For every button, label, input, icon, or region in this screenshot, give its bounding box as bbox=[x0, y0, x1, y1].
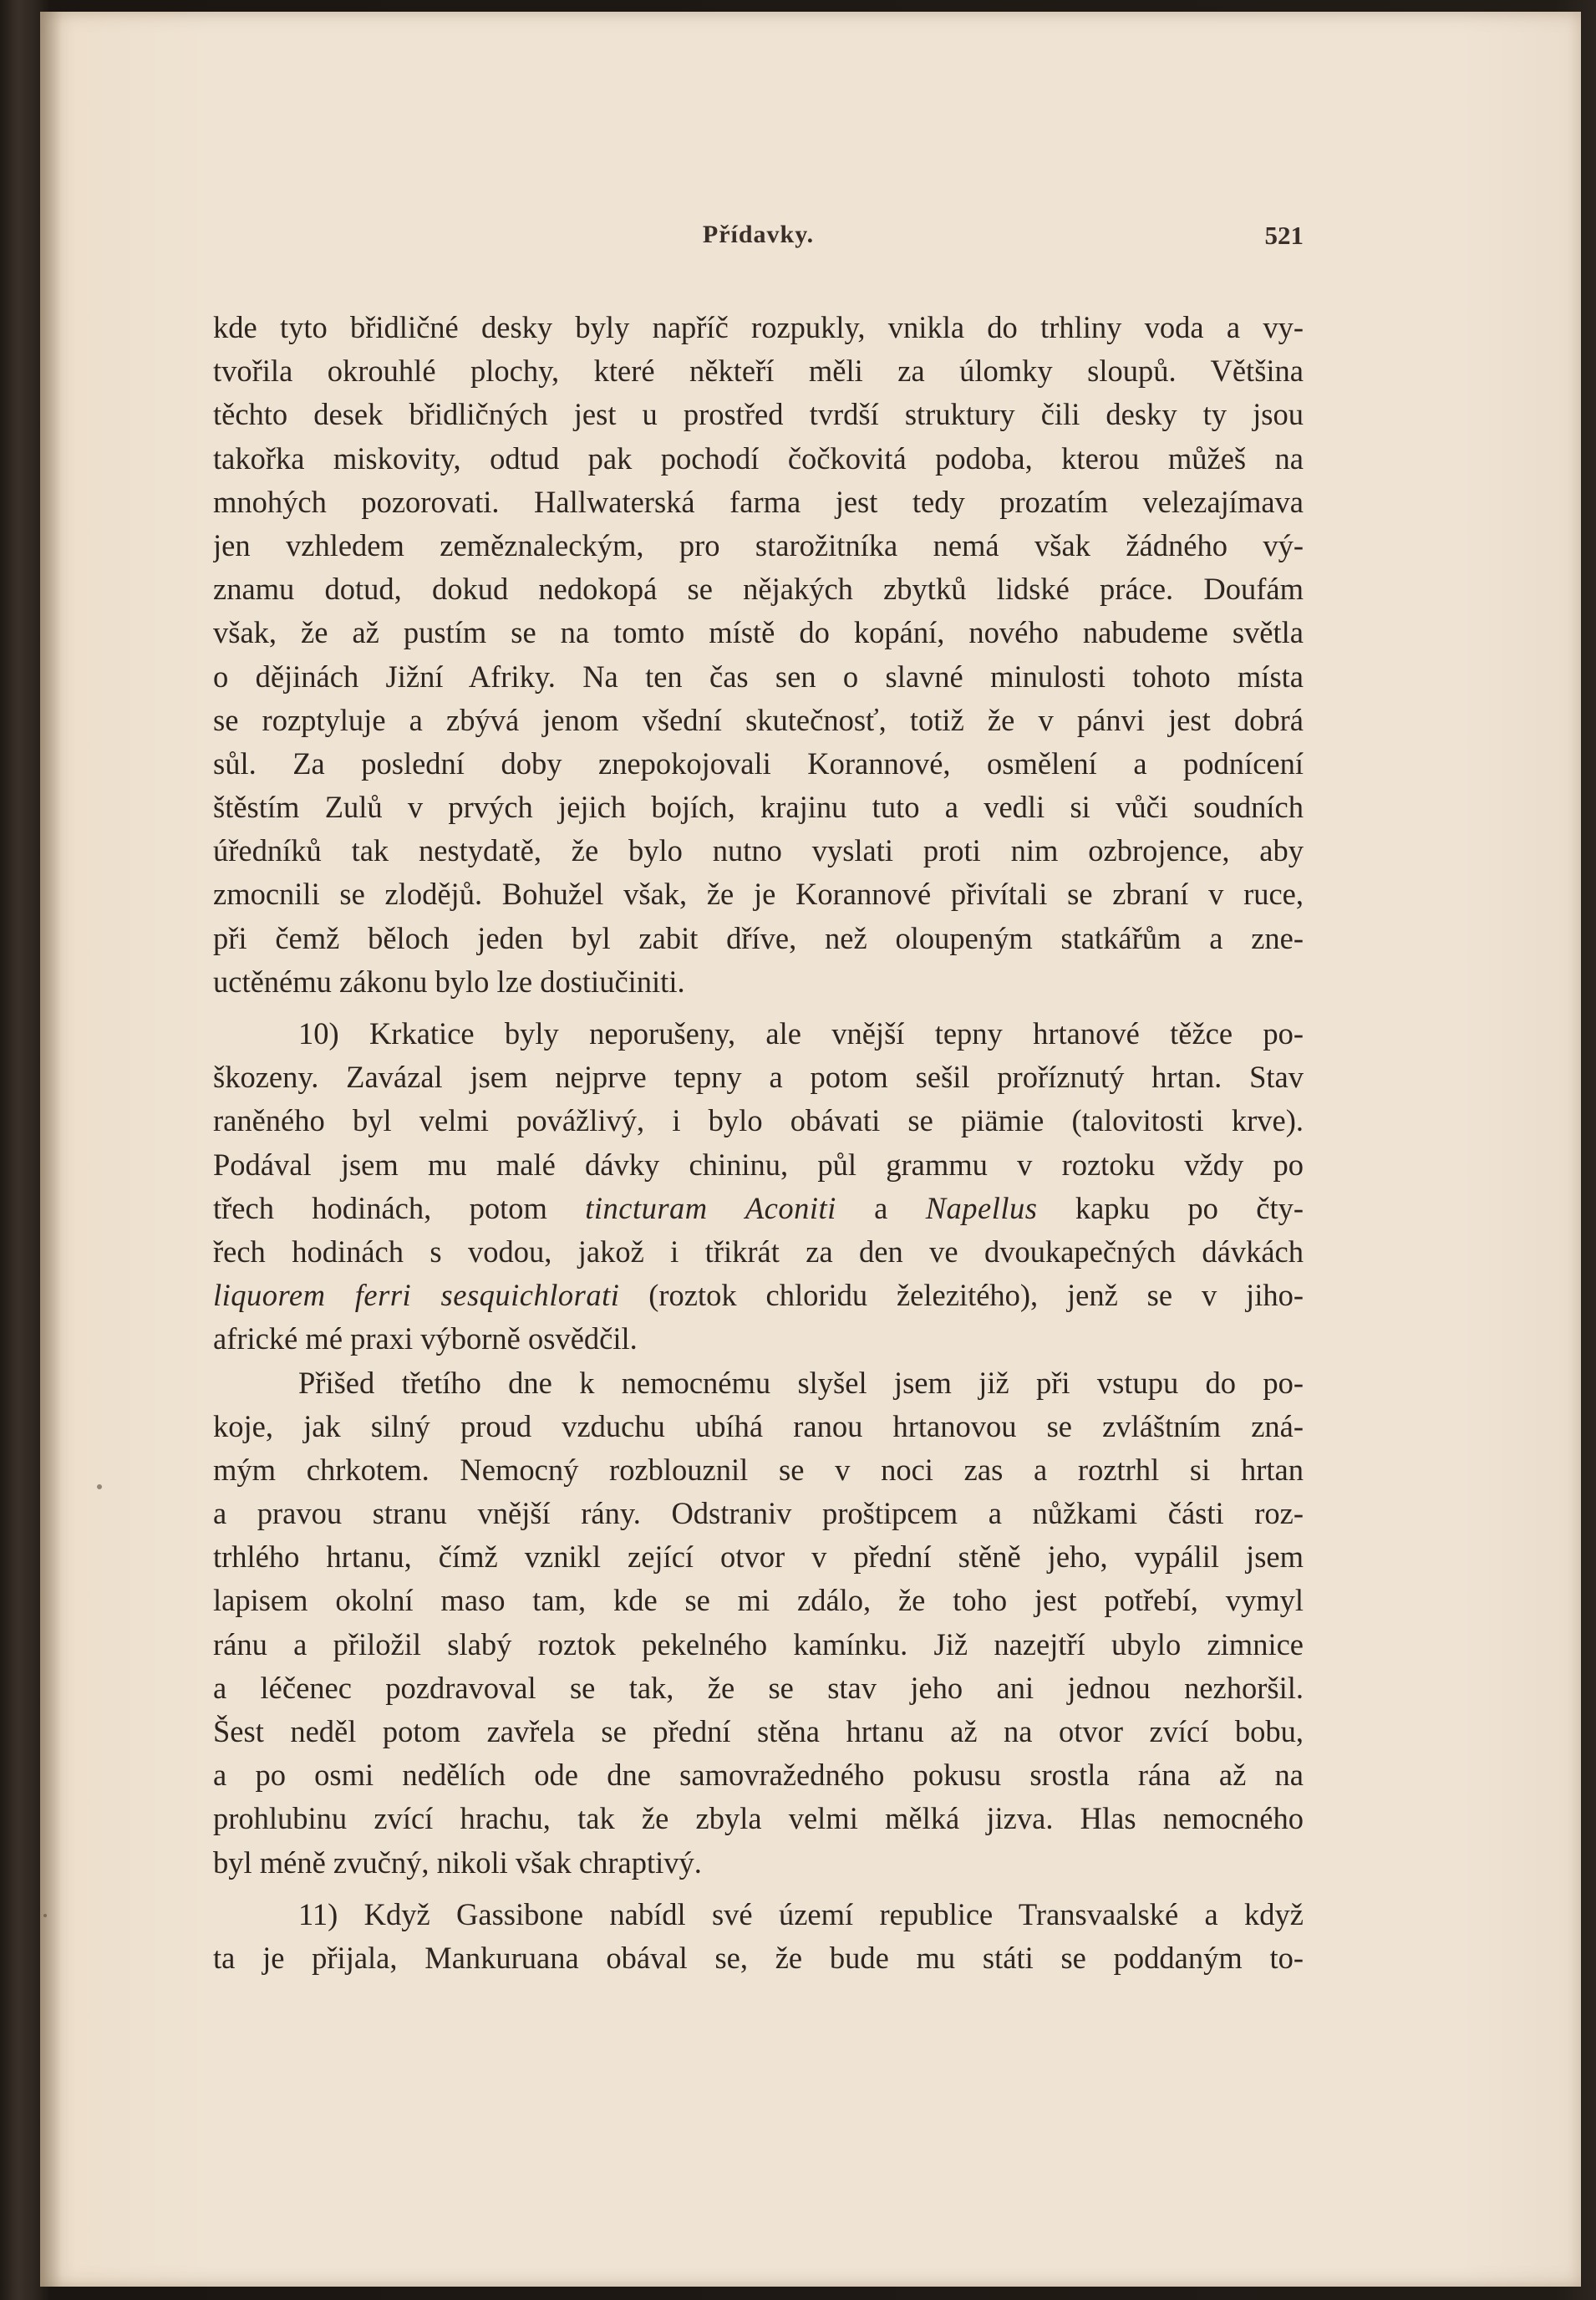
text-line: trhlého hrtanu, čímž vznikl zející otvor v přední stěně jeho, vypálil jsem bbox=[213, 1539, 1304, 1575]
text-line: Šest neděl potom zavřela se přední stěna hrtanu až na otvor zvící bobu, bbox=[213, 1714, 1304, 1748]
text-line: sůl. Za poslední doby znepokojovali Korannové, osmělení a podnícení bbox=[213, 745, 1304, 781]
text-line: 11) Když Gassibone nabídl své území republice Transvaalské a když bbox=[298, 1896, 1304, 1931]
text-line: mým chrkotem. Nemocný rozblouznil se v noci zas a roztrhl si hrtan bbox=[213, 1452, 1304, 1487]
paragraph-gap bbox=[213, 1885, 1304, 1893]
text-line: znamu dotud, dokud nedokopá se nějakých zbytků lidské práce. Doufám bbox=[213, 572, 1304, 607]
ink-speck bbox=[43, 1914, 47, 1917]
text-line: a léčenec pozdravoval se tak, že se stav jeho ani jednou nezhoršil. bbox=[213, 1670, 1304, 1705]
text-line: těchto desek břidličných jest u prostřed tvrdší struktury čili desky ty jsou bbox=[213, 397, 1304, 432]
text-line: a po osmi nedělích ode dne samovražedného pokusu srostla rána až na bbox=[213, 1758, 1304, 1793]
text-line: Podával jsem mu malé dávky chininu, půl grammu v roztoku vždy po bbox=[213, 1147, 1304, 1182]
page-number: 521 bbox=[1264, 221, 1304, 250]
text-line: raněného byl velmi povážlivý, i bylo obávati se piämie (talovitosti krve). bbox=[213, 1103, 1304, 1138]
running-head-title: Přídavky. bbox=[702, 221, 815, 248]
text-line: při čemž běloch jeden byl zabit dříve, než oloupeným statkářům a zne- bbox=[213, 920, 1304, 955]
text-line: však, že až pustím se na tomto místě do kopání, nového nabudeme světla bbox=[213, 615, 1304, 650]
text-line: řech hodinách s vodou, jakož i třikrát za den ve dvoukapečných dávkách bbox=[213, 1234, 1304, 1269]
text-line-mixed bbox=[213, 1274, 1304, 1317]
text-line: a pravou stranu vnější rány. Odstraniv proštipcem a nůžkami části roz- bbox=[213, 1496, 1304, 1531]
text-line: kde tyto břidličné desky byly napříč rozpukly, vnikla do trhliny voda a vy- bbox=[213, 310, 1304, 344]
text-line-mixed bbox=[213, 1187, 1304, 1230]
text-line: 10) Krkatice byly neporušeny, ale vnější tepny hrtanové těžce po- bbox=[298, 1016, 1304, 1051]
text-line: Přišed třetího dne k nemocnému slyšel jsem již při vstupu do po- bbox=[298, 1365, 1304, 1400]
text-line: prohlubinu zvící hrachu, tak že zbyla velmi mělká jizva. Hlas nemocného bbox=[213, 1801, 1304, 1836]
text-line: se rozptyluje a zbývá jenom všední skutečnosť, totiž že v pánvi jest dobrá bbox=[213, 702, 1304, 737]
italic-term: tincturam Aconiti bbox=[585, 1190, 836, 1225]
text-line: lapisem okolní maso tam, kde se mi zdálo, že toho jest potřebí, vymyl bbox=[213, 1583, 1304, 1618]
page-gutter-shadow bbox=[40, 12, 62, 2287]
text-line: štěstím Zulů v prvých jejich bojích, krajinu tuto a vedli si vůči soudních bbox=[213, 790, 1304, 825]
text-segment: a bbox=[874, 1190, 888, 1225]
text-line: ránu a přiložil slabý roztok pekelného kamínku. Již nazejtří ubylo zimnice bbox=[213, 1626, 1304, 1661]
text-line: africké mé praxi výborně osvědčil. bbox=[213, 1321, 638, 1356]
text-segment: třech hodinách, potom bbox=[213, 1190, 547, 1225]
text-line: úředníků tak nestydatě, že bylo nutno vyslati proti nim ozbrojence, aby bbox=[213, 833, 1304, 868]
paragraph-gap bbox=[213, 1004, 1304, 1012]
text-segment: (roztok chloridu železitého), jenž se v jiho- bbox=[648, 1278, 1304, 1313]
text-line: o dějinách Jižní Afriky. Na ten čas sen o slavné minulosti tohoto místa bbox=[213, 659, 1304, 694]
text-line: škozeny. Zavázal jsem nejprve tepny a potom sešil proříznutý hrtan. Stav bbox=[213, 1060, 1304, 1095]
text-line: uctěnému zákonu bylo lze dostiučiniti. bbox=[213, 964, 685, 999]
text-line: ta je přijala, Mankuruana obával se, že bude mu státi se poddaným to- bbox=[213, 1940, 1304, 1975]
text-line: koje, jak silný proud vzduchu ubíhá ranou hrtanovou se zvláštním zná- bbox=[213, 1408, 1304, 1443]
text-line: jen vzhledem zeměznaleckým, pro starožitníka nemá však žádného vý- bbox=[213, 527, 1304, 562]
italic-term: liquorem ferri sesquichlorati bbox=[213, 1278, 620, 1313]
ink-speck bbox=[97, 1484, 102, 1489]
text-line: takořka miskovity, odtud pak pochodí čočkovitá podoba, kterou můžeš na bbox=[213, 440, 1304, 476]
body-text bbox=[213, 306, 1304, 1980]
text-line: zmocnili se zlodějů. Bohužel však, že je Korannové přivítali se zbraní v ruce, bbox=[213, 877, 1304, 912]
text-line: tvořila okrouhlé plochy, které někteří měli za úlomky sloupů. Většina bbox=[213, 354, 1304, 389]
text-line: mnohých pozorovati. Hallwaterská farma jest tedy prozatím velezajímava bbox=[213, 484, 1304, 519]
text-segment: kapku po čty- bbox=[1075, 1190, 1304, 1225]
text-line: byl méně zvučný, nikoli však chraptivý. bbox=[213, 1845, 702, 1880]
running-head bbox=[213, 221, 1304, 254]
italic-term: Napellus bbox=[925, 1190, 1038, 1225]
